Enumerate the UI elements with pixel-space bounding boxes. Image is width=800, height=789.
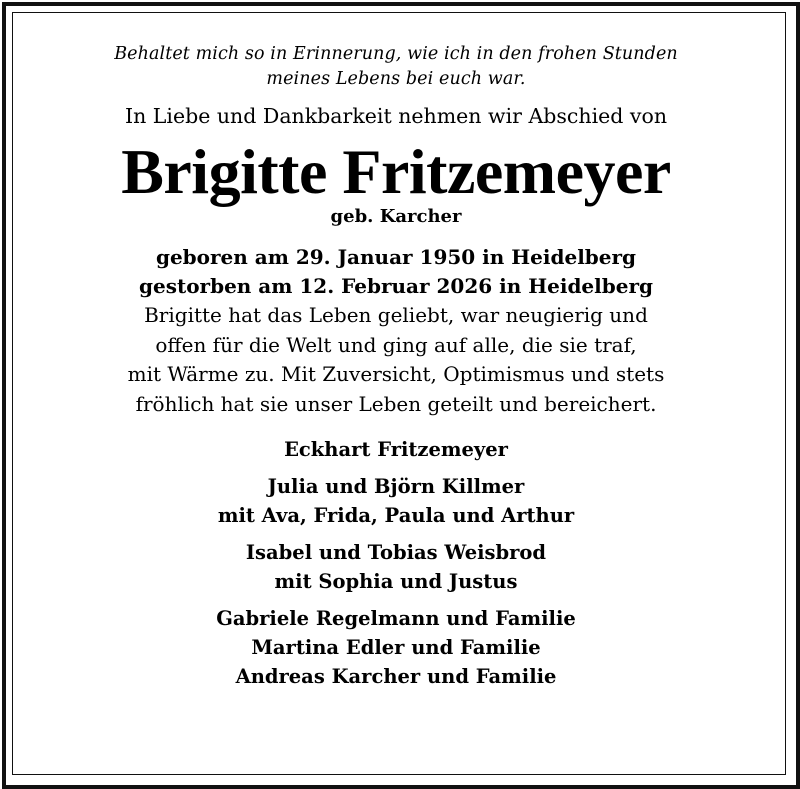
deceased-name: Brigitte Fritzemeyer xyxy=(121,136,671,207)
motto-line: Behaltet mich so in Erinnerung, wie ich in den frohen Stunden xyxy=(114,44,678,64)
mourner-line: Andreas Karcher und Familie xyxy=(235,665,557,688)
mourner-group xyxy=(12,435,780,464)
motto-quote xyxy=(12,42,780,92)
mourner-line: Isabel und Tobias Weisbrod xyxy=(245,541,547,564)
mourner-line: Martina Edler und Familie xyxy=(251,636,541,659)
motto-line: meines Lebens bei euch war. xyxy=(266,69,526,89)
mourner-group xyxy=(12,472,780,530)
birth-date: geboren am 29. Januar 1950 in Heidelberg xyxy=(155,245,637,269)
mourner-line: Gabriele Regelmann und Familie xyxy=(216,607,576,630)
tribute-line: Brigitte hat das Leben geliebt, war neugierig und xyxy=(144,303,648,327)
mourner-line: Eckhart Fritzemeyer xyxy=(284,438,508,461)
mourner-line: Julia und Björn Killmer xyxy=(267,475,525,498)
mourner-group xyxy=(12,604,780,691)
tribute-line: offen für die Welt und ging auf alle, die sie traf, xyxy=(155,332,637,357)
life-dates xyxy=(12,243,780,301)
farewell-intro: In Liebe und Dankbarkeit nehmen wir Abschied von xyxy=(124,104,668,128)
tribute-text xyxy=(12,301,780,419)
maiden-name: geb. Karcher xyxy=(330,206,462,227)
tribute-line: mit Wärme zu. Mit Zuversicht, Optimismus und stets xyxy=(127,362,665,386)
mourners-list xyxy=(12,435,780,691)
death-date: gestorben am 12. Februar 2026 in Heidelberg xyxy=(139,274,653,298)
mourner-group xyxy=(12,538,780,596)
mourner-line: mit Sophia und Justus xyxy=(274,570,518,593)
mourner-line: mit Ava, Frida, Paula und Arthur xyxy=(217,504,575,527)
obituary-content xyxy=(12,12,780,691)
tribute-line: fröhlich hat sie unser Leben geteilt und bereichert. xyxy=(135,391,657,416)
